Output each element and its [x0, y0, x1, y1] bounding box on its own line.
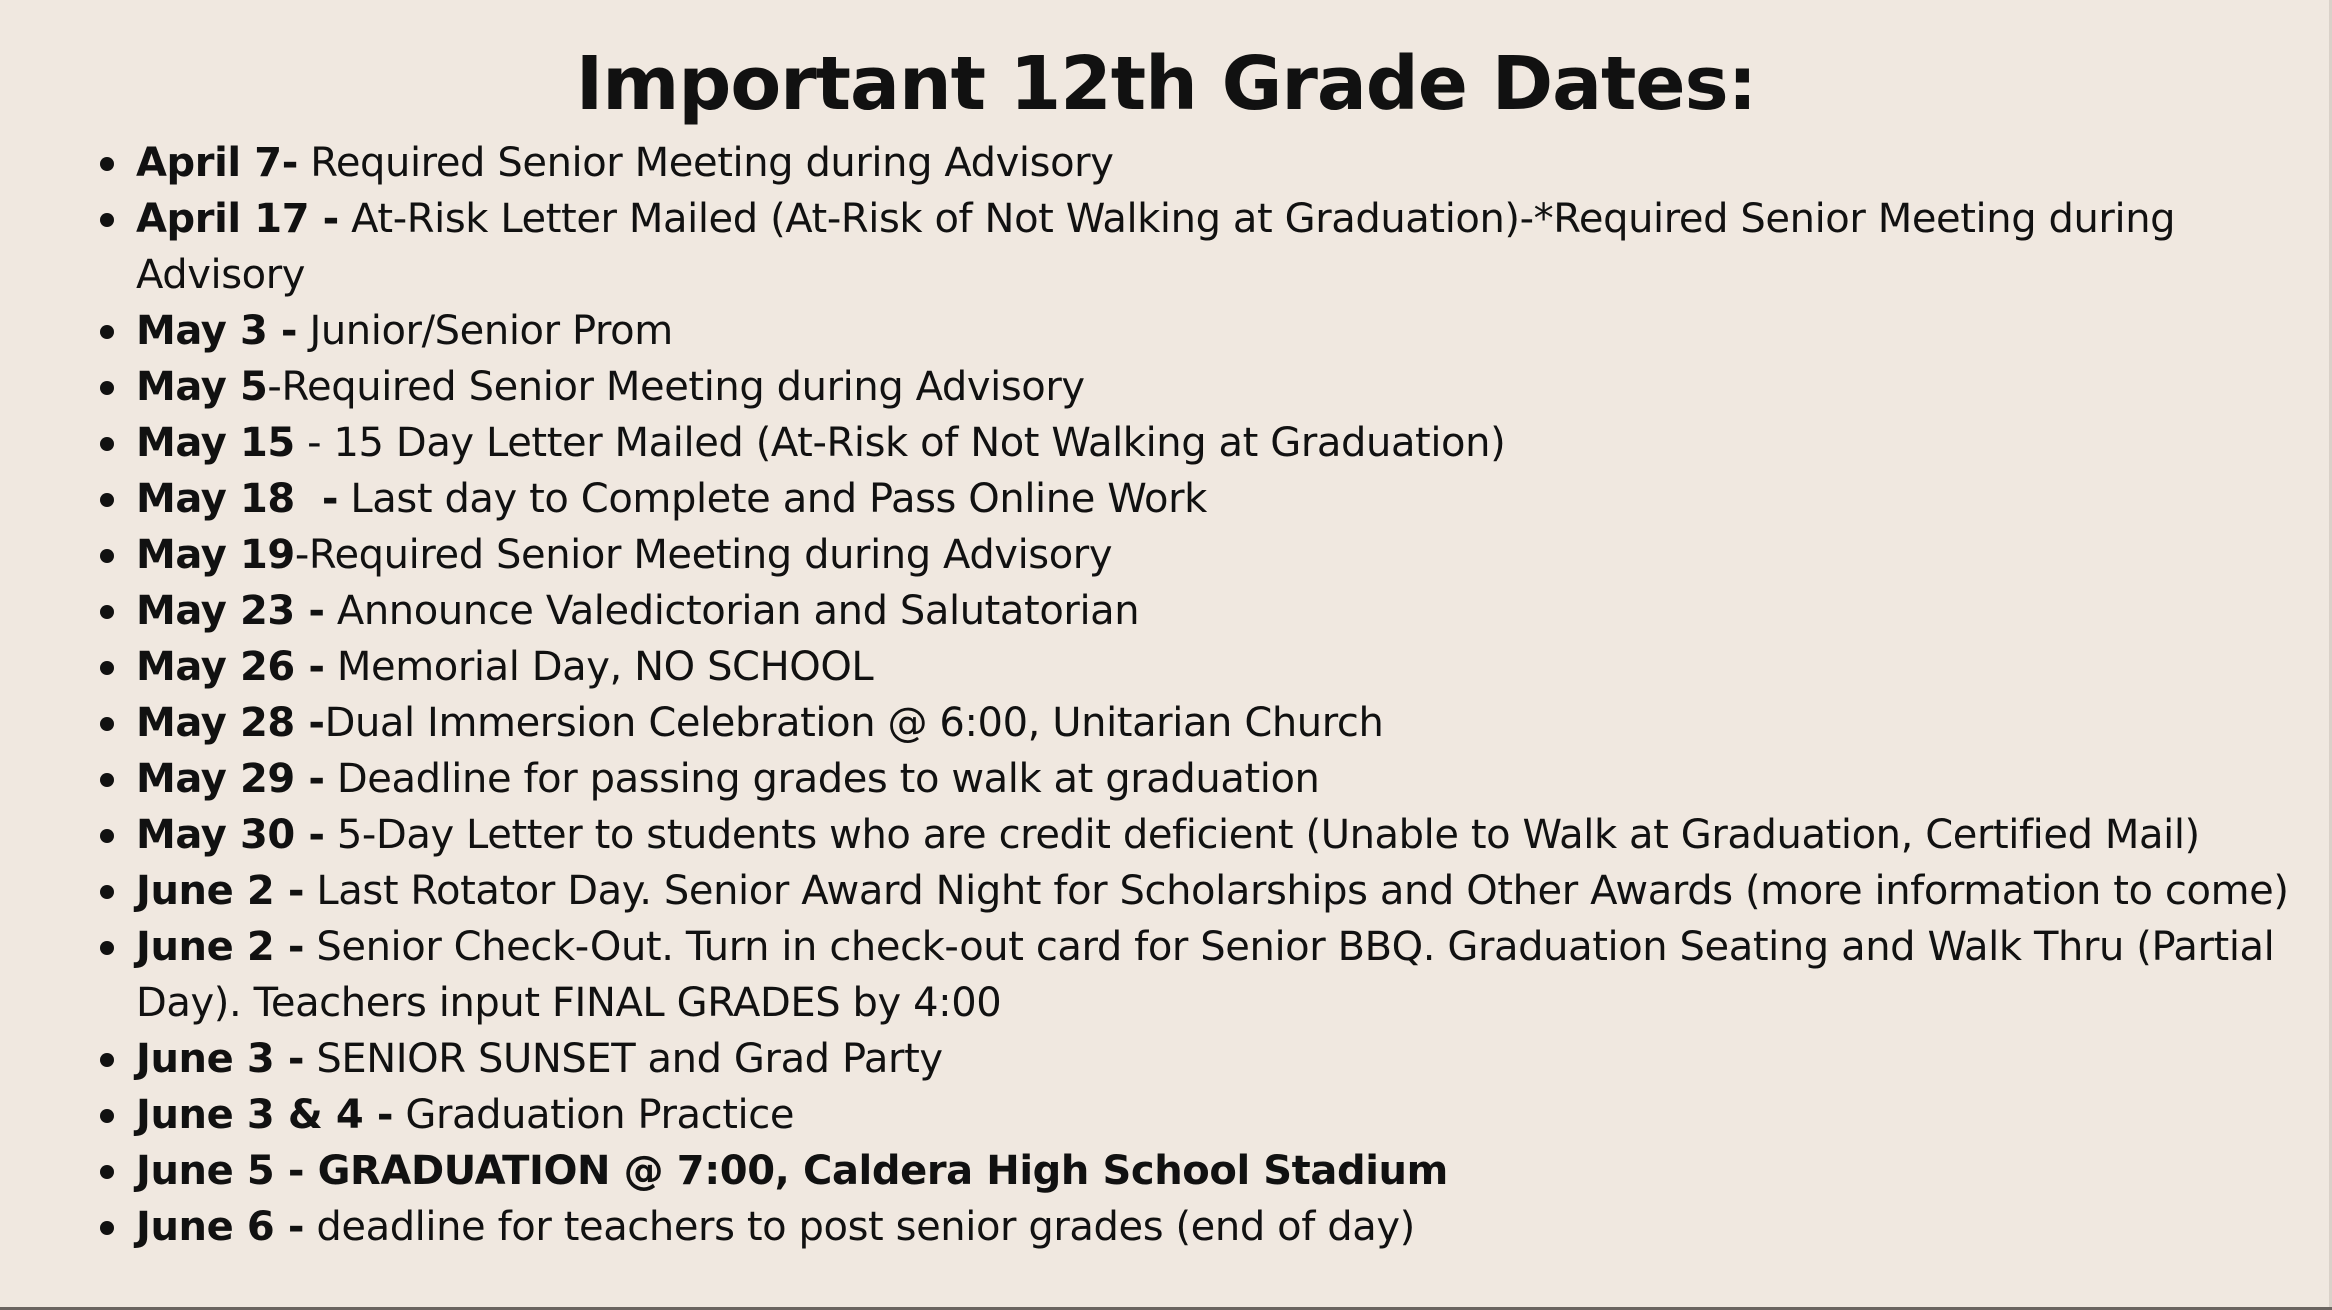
bullet-icon: [100, 885, 114, 899]
list-item: [0, 863, 2310, 919]
list-item: [0, 527, 2310, 583]
bullet-icon: [100, 829, 114, 843]
date-label: June 3 -: [136, 1036, 305, 1082]
date-label: May 15: [136, 420, 295, 466]
bullet-icon: [100, 773, 114, 787]
date-description: deadline for teachers to post senior grades (end of day): [304, 1204, 1415, 1250]
bullet-icon: [100, 325, 114, 339]
date-label: June 2 -: [136, 924, 305, 970]
bullet-icon: [100, 1109, 114, 1123]
date-label: June 5 -: [136, 1148, 305, 1194]
date-description: Last day to Complete and Pass Online Work: [338, 476, 1207, 522]
list-item: [0, 471, 2310, 527]
date-label: May 5: [136, 364, 268, 410]
date-description: Senior Check-Out. Turn in check-out card for Senior BBQ. Graduation Seating and Walk Thru (Partial Day). Teachers input FINAL GRADES by 4:00: [136, 924, 2275, 1026]
date-label: May 19: [136, 532, 295, 578]
bullet-icon: [100, 717, 114, 731]
date-description: Dual Immersion Celebration @ 6:00, Unitarian Church: [324, 700, 1384, 746]
list-item: [0, 919, 2310, 1031]
list-item: [0, 751, 2310, 807]
date-description: SENIOR SUNSET and Grad Party: [304, 1036, 943, 1082]
list-item: [0, 695, 2310, 751]
date-description: - 15 Day Letter Mailed (At-Risk of Not Walking at Graduation): [294, 420, 1506, 466]
date-description: -Required Senior Meeting during Advisory: [267, 364, 1085, 410]
list-item: [0, 303, 2310, 359]
list-item: [0, 1143, 2310, 1199]
date-label: May 23 -: [136, 588, 325, 634]
list-item: [0, 1199, 2310, 1255]
list-item: [0, 1087, 2310, 1143]
bullet-icon: [100, 157, 114, 171]
date-label: May 26 -: [136, 644, 325, 690]
date-label: May 18 -: [136, 476, 339, 522]
dates-list: [0, 135, 2310, 1255]
date-label: June 3 & 4 -: [136, 1092, 394, 1138]
date-description: Announce Valedictorian and Salutatorian: [324, 588, 1140, 634]
date-label: April 7-: [136, 140, 298, 186]
date-description: Last Rotator Day. Senior Award Night for Scholarships and Other Awards (more information to come): [304, 868, 2289, 914]
date-description: 5-Day Letter to students who are credit deficient (Unable to Walk at Graduation, Certified Mail): [324, 812, 2200, 858]
bullet-icon: [100, 1053, 114, 1067]
date-description: Memorial Day, NO SCHOOL: [324, 644, 874, 690]
bullet-icon: [100, 437, 114, 451]
date-label: May 3 -: [136, 308, 298, 354]
list-item: [0, 359, 2310, 415]
list-item: [0, 135, 2310, 191]
bullet-icon: [100, 605, 114, 619]
date-label: June 6 -: [136, 1204, 305, 1250]
list-item: [0, 191, 2310, 303]
date-description: Junior/Senior Prom: [297, 308, 673, 354]
bullet-icon: [100, 1165, 114, 1179]
date-label: May 28 -: [136, 700, 325, 746]
list-item: [0, 639, 2310, 695]
list-item: [0, 583, 2310, 639]
bullet-icon: [100, 381, 114, 395]
list-item: [0, 807, 2310, 863]
date-description: Required Senior Meeting during Advisory: [297, 140, 1114, 186]
date-description: GRADUATION @ 7:00, Caldera High School Stadium: [304, 1148, 1448, 1194]
bullet-icon: [100, 661, 114, 675]
date-label: May 29 -: [136, 756, 325, 802]
page-title: Important 12th Grade Dates:: [575, 41, 1757, 127]
date-description: At-Risk Letter Mailed (At-Risk of Not Walking at Graduation)-*Required Senior Meeting during Advisory: [136, 196, 2176, 298]
list-item: [0, 415, 2310, 471]
bullet-icon: [100, 549, 114, 563]
bullet-icon: [100, 1221, 114, 1235]
date-label: May 30 -: [136, 812, 325, 858]
date-label: June 2 -: [136, 868, 305, 914]
date-description: -Required Senior Meeting during Advisory: [294, 532, 1113, 578]
list-item: [0, 1031, 2310, 1087]
bullet-icon: [100, 213, 114, 227]
date-description: Graduation Practice: [393, 1092, 795, 1138]
date-label: April 17 -: [136, 196, 339, 242]
bullet-icon: [100, 941, 114, 955]
date-description: Deadline for passing grades to walk at graduation: [324, 756, 1320, 802]
bullet-icon: [100, 493, 114, 507]
